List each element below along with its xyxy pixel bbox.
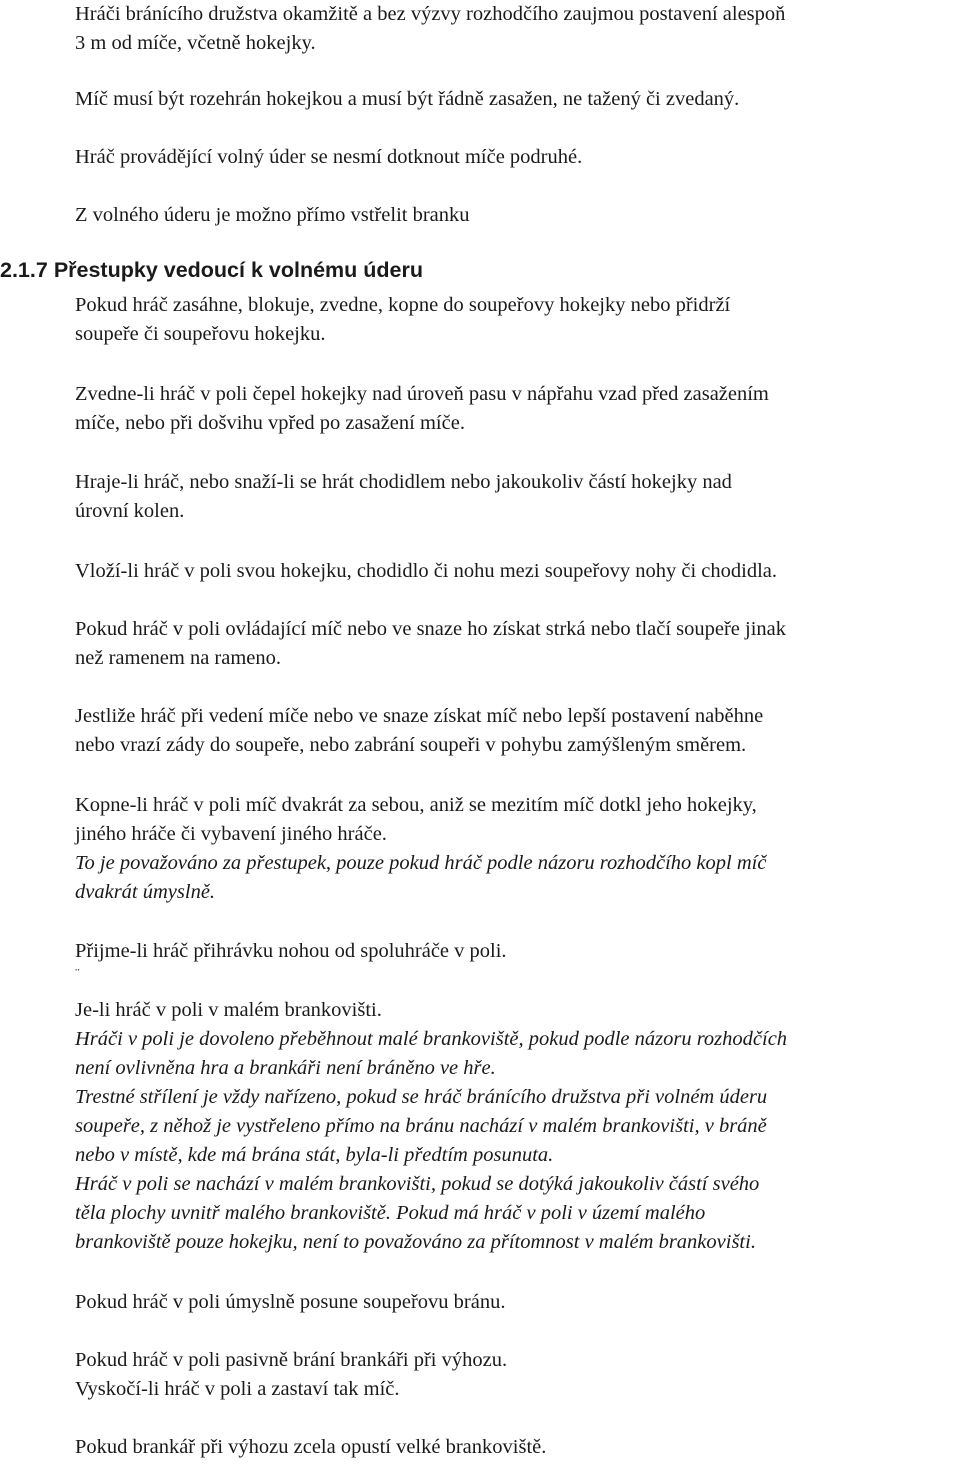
text-line: Míč musí být rozehrán hokejkou a musí být řádně zasažen, ne tažený či zvedaný. <box>75 88 740 110</box>
text-line: 3 m od míče, včetně hokejky. <box>75 32 316 54</box>
note-line: soupeře, z něhož je vystřeleno přímo na bránu nachází v malém brankovišti, v bráně <box>75 1115 767 1137</box>
text-line: Pokud hráč v poli ovládající míč nebo ve snaze ho získat strká nebo tlačí soupeře jinak <box>75 618 787 640</box>
note-line: Trestné střílení je vždy nařízeno, pokud se hráč bránícího družstva při volném úderu <box>75 1086 768 1108</box>
paragraph-item-c <box>75 468 732 526</box>
text-line: nebo vrazí zády do soupeře, nebo zabrání soupeři v pohybu zamýšleným směrem. <box>75 734 747 756</box>
paragraph-ball-played <box>75 85 739 114</box>
section-number: 2.1.7 <box>0 258 48 282</box>
section-heading <box>0 255 423 285</box>
text-line: Z volného úderu je možno přímo vstřelit branku <box>75 204 470 226</box>
note-line: nebo v místě, kde má brána stát, byla-li předtím posunuta. <box>75 1144 554 1166</box>
paragraph-item-a <box>75 291 730 349</box>
text-line: Vyskočí-li hráč v poli a zastaví tak míč. <box>75 1378 400 1400</box>
note-line: To je považováno za přestupek, pouze pokud hráč podle názoru rozhodčího kopl míč <box>75 852 767 874</box>
text-line: Zvedne-li hráč v poli čepel hokejky nad úroveň pasu v nápřahu vzad před zasažením <box>75 383 769 405</box>
mixed-line <box>75 1199 787 1228</box>
paragraph-item-b <box>75 380 769 438</box>
paragraph-item-k <box>75 1346 507 1404</box>
text-line: Hráč provádějící volný úder se nesmí dotknout míče podruhé. <box>75 146 583 168</box>
note-line: Hráči v poli je dovoleno přeběhnout malé brankoviště, pokud podle názoru rozhodčích <box>75 1028 788 1050</box>
stray-mark: ¨ <box>75 967 80 982</box>
text-line: Je-li hráč v poli v malém brankovišti. <box>75 999 382 1021</box>
paragraph-item-f <box>75 702 763 760</box>
paragraph-item-j <box>75 1288 505 1317</box>
paragraph-item-i <box>75 996 787 1257</box>
note-line: dvakrát úmyslně. <box>75 881 216 903</box>
text-line: než ramenem na rameno. <box>75 647 282 669</box>
note-line: není ovlivněna hra a brankáři není bráněno ve hře. <box>75 1057 496 1079</box>
text-line: Hráči bránícího družstva okamžitě a bez výzvy rozhodčího zaujmou postavení alespoň <box>75 3 786 25</box>
paragraph-item-m <box>75 1433 546 1462</box>
text-line: jiného hráče či vybavení jiného hráče. <box>75 823 387 845</box>
paragraph-direct-goal <box>75 201 470 230</box>
paragraph-item-e <box>75 615 786 673</box>
text-line: Pokud hráč v poli pasivně brání brankáři při výhozu. <box>75 1349 508 1371</box>
note-segment-italic: Pokud má hráč v poli v území malého <box>390 1202 706 1224</box>
paragraph-item-d <box>75 557 777 586</box>
section-title: Přestupky vedoucí k volnému úderu <box>53 258 423 282</box>
text-line: Jestliže hráč při vedení míče nebo ve snaze získat míč nebo lepší postavení naběhne <box>75 705 764 727</box>
text-line: Kopne-li hráč v poli míč dvakrát za sebou, aniž se mezitím míč dotkl jeho hokejky, <box>75 794 757 816</box>
text-line: Přijme-li hráč přihrávku nohou od spoluhráče v poli. <box>75 940 507 962</box>
note-line: Hráč v poli se nachází v malém brankovišti, pokud se dotýká jakoukoliv částí svého <box>75 1173 760 1195</box>
paragraph-item-g <box>75 791 766 907</box>
note-segment-italic: těla plochy uvnitř malého brankoviště. <box>75 1202 391 1224</box>
text-line: Pokud hráč v poli úmyslně posune soupeřovu bránu. <box>75 1291 506 1313</box>
text-line: úrovní kolen. <box>75 500 185 522</box>
note-line: brankoviště pouze hokejku, není to považováno za přítomnost v malém brankovišti. <box>75 1231 756 1253</box>
text-line: Vloží-li hráč v poli svou hokejku, chodidlo či nohu mezi soupeřovy nohy či chodidla. <box>75 560 777 582</box>
text-line: soupeře či soupeřovu hokejku. <box>75 323 326 345</box>
text-line: Hraje-li hráč, nebo snaží-li se hrát chodidlem nebo jakoukoliv částí hokejky nad <box>75 471 732 493</box>
text-line: Pokud hráč zasáhne, blokuje, zvedne, kopne do soupeřovy hokejky nebo přidrží <box>75 294 731 316</box>
paragraph-no-second-touch <box>75 143 582 172</box>
text-line: Pokud brankář při výhozu zcela opustí velké brankoviště. <box>75 1436 547 1458</box>
paragraph-defending-distance <box>75 0 785 58</box>
paragraph-item-h <box>75 937 507 966</box>
text-line: míče, nebo při došvihu vpřed po zasažení míče. <box>75 412 465 434</box>
